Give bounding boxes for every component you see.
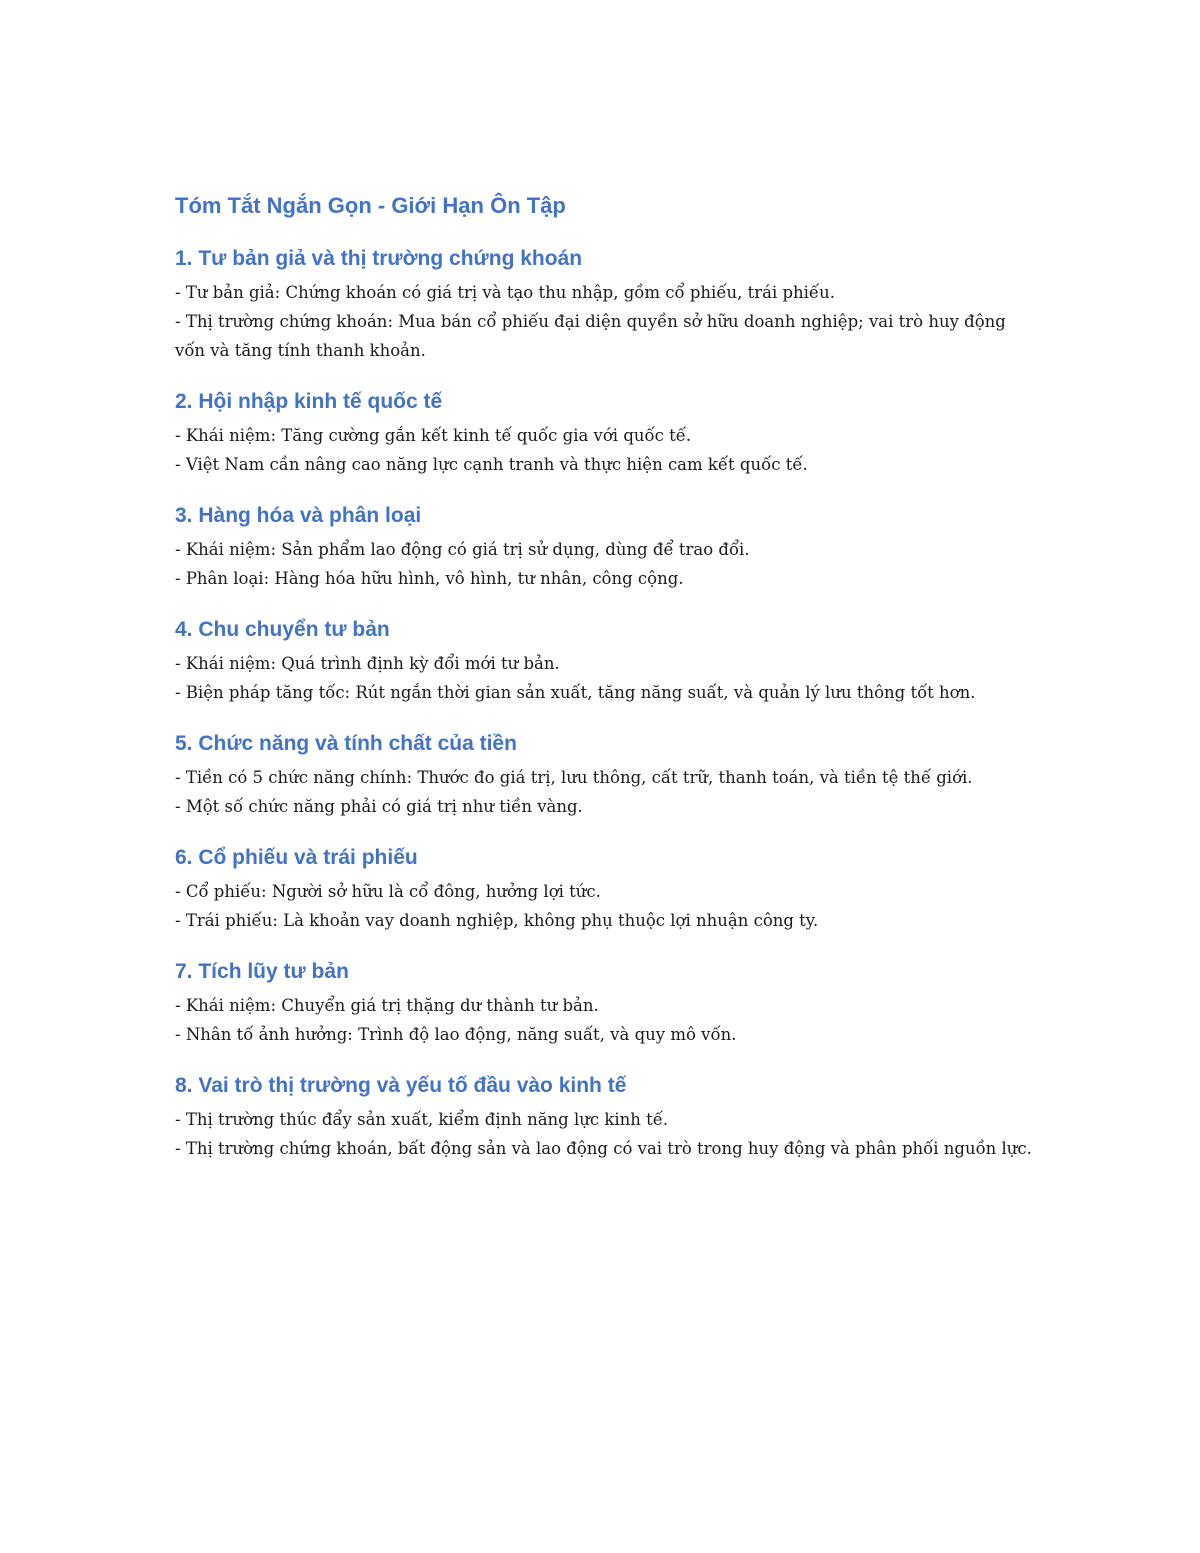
section-3 (175, 499, 1035, 593)
section-line: - Nhân tố ảnh hưởng: Trình độ lao động, năng suất, và quy mô vốn. (175, 1025, 737, 1044)
section-line: - Trái phiếu: Là khoản vay doanh nghiệp, không phụ thuộc lợi nhuận công ty. (175, 911, 819, 930)
section-line: - Khái niệm: Tăng cường gắn kết kinh tế quốc gia với quốc tế. (175, 426, 692, 445)
section-heading: 2. Hội nhập kinh tế quốc tế (175, 390, 443, 413)
section-line: - Cổ phiếu: Người sở hữu là cổ đông, hưởng lợi tức. (175, 882, 601, 901)
section-heading: 1. Tư bản giả và thị trường chứng khoán (175, 247, 583, 270)
section-7 (175, 955, 1035, 1049)
section-line: - Khái niệm: Chuyển giá trị thặng dư thành tư bản. (175, 996, 599, 1015)
section-1 (175, 242, 1035, 365)
section-line: - Việt Nam cần nâng cao năng lực cạnh tranh và thực hiện cam kết quốc tế. (175, 455, 808, 474)
section-2 (175, 385, 1035, 479)
section-line: - Khái niệm: Quá trình định kỳ đổi mới tư bản. (175, 654, 560, 673)
section-line: - Tư bản giả: Chứng khoán có giá trị và tạo thu nhập, gồm cổ phiếu, trái phiếu. (175, 283, 835, 302)
section-line: - Biện pháp tăng tốc: Rút ngắn thời gian sản xuất, tăng năng suất, và quản lý lưu thông tốt hơn. (175, 683, 976, 702)
document-page (175, 188, 1035, 1183)
section-line: - Một số chức năng phải có giá trị như tiền vàng. (175, 797, 583, 816)
section-heading: 7. Tích lũy tư bản (175, 960, 349, 983)
section-line: - Thị trường thúc đẩy sản xuất, kiểm định năng lực kinh tế. (175, 1110, 669, 1129)
section-line: - Phân loại: Hàng hóa hữu hình, vô hình, tư nhân, công cộng. (175, 569, 684, 588)
section-5 (175, 727, 1035, 821)
section-heading: 4. Chu chuyển tư bản (175, 618, 390, 641)
section-heading: 5. Chức năng và tính chất của tiền (175, 732, 517, 755)
section-line: - Tiền có 5 chức năng chính: Thước đo giá trị, lưu thông, cất trữ, thanh toán, và tiền tệ thế giới. (175, 768, 973, 787)
section-6 (175, 841, 1035, 935)
section-line: - Thị trường chứng khoán: Mua bán cổ phiếu đại diện quyền sở hữu doanh nghiệp; vai trò huy động vốn và tăng tính thanh khoản. (175, 312, 1006, 360)
section-heading: 6. Cổ phiếu và trái phiếu (175, 846, 418, 869)
section-line: - Khái niệm: Sản phẩm lao động có giá trị sử dụng, dùng để trao đổi. (175, 540, 750, 559)
section-8 (175, 1069, 1035, 1163)
section-heading: 3. Hàng hóa và phân loại (175, 504, 422, 527)
document-title: Tóm Tắt Ngắn Gọn - Giới Hạn Ôn Tập (175, 193, 566, 218)
section-4 (175, 613, 1035, 707)
section-heading: 8. Vai trò thị trường và yếu tố đầu vào kinh tế (175, 1074, 627, 1097)
section-line: - Thị trường chứng khoán, bất động sản và lao động có vai trò trong huy động và phân phối nguồn lực. (175, 1139, 1032, 1158)
